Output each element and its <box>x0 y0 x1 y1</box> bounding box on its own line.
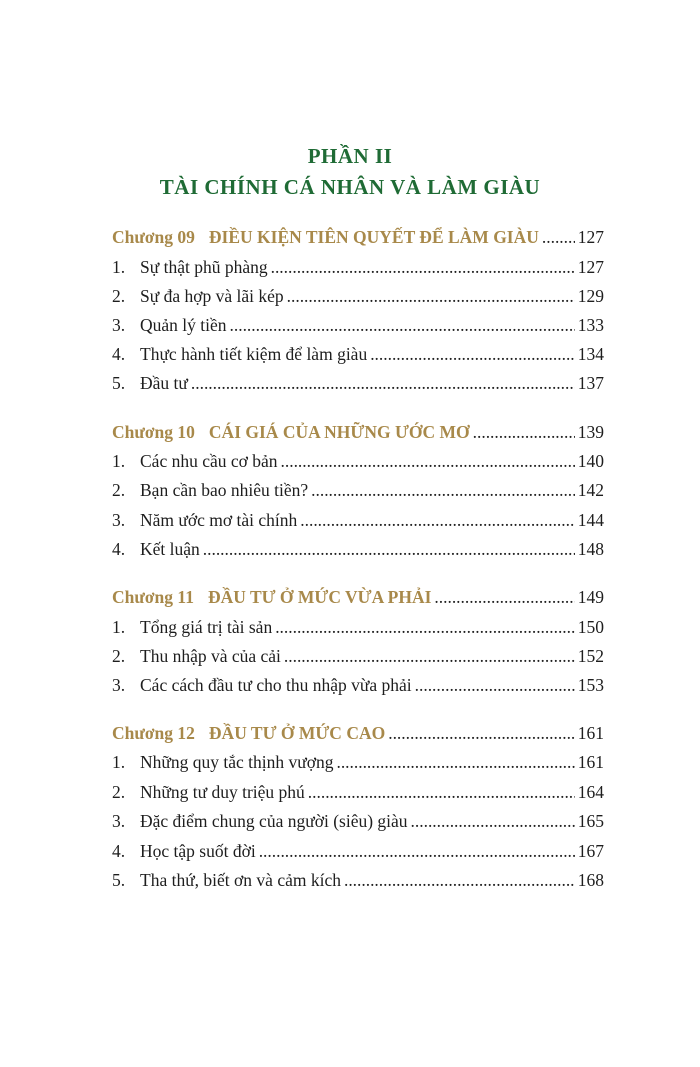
toc-entry[interactable] <box>112 536 604 562</box>
chapter-page-number: 161 <box>577 723 604 743</box>
entry-number: 5. <box>112 373 126 393</box>
chapter-row[interactable] <box>112 419 604 445</box>
chapter-title: CÁI GIÁ CỦA NHỮNG ƯỚC MƠ <box>208 422 470 442</box>
chapter-page-number: 149 <box>577 587 604 607</box>
chapter-label: Chương 09 <box>112 227 195 247</box>
entry-page-number: 153 <box>577 675 604 695</box>
dot-leader <box>308 779 575 805</box>
toc-entry[interactable] <box>112 749 604 775</box>
dot-leader <box>284 643 575 669</box>
chapter-label: Chương 10 <box>112 422 195 442</box>
dot-leader <box>275 614 575 640</box>
chapter-row[interactable] <box>112 584 604 610</box>
dot-leader <box>344 867 575 893</box>
chapter-title: ĐIỀU KIỆN TIÊN QUYẾT ĐỂ LÀM GIÀU <box>208 227 539 247</box>
entry-title: Kết luận <box>140 539 200 559</box>
entry-number: 3. <box>112 315 126 335</box>
dot-leader <box>311 477 575 503</box>
entry-number: 2. <box>112 782 126 802</box>
entry-title: Sự đa hợp và lãi kép <box>140 286 284 306</box>
dot-leader <box>473 419 575 445</box>
chapter-row[interactable] <box>112 224 604 250</box>
entry-title: Những tư duy triệu phú <box>140 782 305 802</box>
entry-number: 1. <box>112 617 126 637</box>
entry-number: 1. <box>112 451 126 471</box>
toc-entry[interactable] <box>112 312 604 338</box>
dot-leader <box>542 224 575 250</box>
entry-title: Thực hành tiết kiệm để làm giàu <box>140 344 368 364</box>
toc-entry[interactable] <box>112 507 604 533</box>
entry-page-number: 152 <box>577 646 604 666</box>
entry-number: 1. <box>112 257 126 277</box>
entry-page-number: 127 <box>577 257 604 277</box>
part-number: PHẦN II <box>307 144 393 168</box>
part-heading: TÀI CHÍNH CÁ NHÂN VÀ LÀM GIÀU <box>159 175 541 199</box>
entry-number: 4. <box>112 344 126 364</box>
entry-title: Đầu tư <box>140 373 188 393</box>
entry-number: 2. <box>112 480 126 500</box>
dot-leader <box>300 507 574 533</box>
entry-title: Các nhu cầu cơ bản <box>140 451 278 471</box>
dot-leader <box>434 584 574 610</box>
dot-leader <box>336 749 574 775</box>
toc-entry[interactable] <box>112 448 604 474</box>
dot-leader <box>259 838 575 864</box>
chapter-title: ĐẦU TƯ Ở MỨC CAO <box>208 723 386 743</box>
dot-leader <box>230 312 575 338</box>
entry-title: Tổng giá trị tài sản <box>140 617 273 637</box>
entry-title: Các cách đầu tư cho thu nhập vừa phải <box>140 675 412 695</box>
entry-number: 2. <box>112 646 126 666</box>
entry-page-number: 134 <box>577 344 604 364</box>
toc-entry[interactable] <box>112 838 604 864</box>
entry-page-number: 148 <box>577 539 604 559</box>
toc-entry[interactable] <box>112 643 604 669</box>
dot-leader <box>287 283 575 309</box>
entry-page-number: 137 <box>577 373 604 393</box>
entry-page-number: 144 <box>577 510 604 530</box>
entry-number: 3. <box>112 510 126 530</box>
entry-page-number: 168 <box>577 870 604 890</box>
entry-page-number: 133 <box>577 315 604 335</box>
entry-title: Năm ước mơ tài chính <box>140 510 298 530</box>
entry-page-number: 150 <box>577 617 604 637</box>
toc-entry[interactable] <box>112 254 604 280</box>
entry-number: 2. <box>112 286 126 306</box>
entry-page-number: 165 <box>577 811 604 831</box>
entry-title: Tha thứ, biết ơn và cảm kích <box>140 870 341 890</box>
toc-entry[interactable] <box>112 283 604 309</box>
dot-leader <box>411 808 575 834</box>
dot-leader <box>388 720 575 746</box>
chapter-label: Chương 12 <box>112 723 195 743</box>
toc-entry[interactable] <box>112 477 604 503</box>
toc-entry[interactable] <box>112 341 604 367</box>
entry-title: Đặc điểm chung của người (siêu) giàu <box>140 811 408 831</box>
entry-page-number: 140 <box>577 451 604 471</box>
dot-leader <box>415 672 575 698</box>
dot-leader <box>271 254 575 280</box>
entry-number: 3. <box>112 675 126 695</box>
dot-leader <box>281 448 575 474</box>
toc-entry[interactable] <box>112 779 604 805</box>
entry-number: 3. <box>112 811 126 831</box>
toc-entry[interactable] <box>112 370 604 396</box>
toc-entry[interactable] <box>112 672 604 698</box>
toc-entry[interactable] <box>112 867 604 893</box>
chapter-label: Chương 11 <box>112 587 194 607</box>
dot-leader <box>191 370 575 396</box>
entry-title: Quản lý tiền <box>140 315 227 335</box>
chapter-page-number: 139 <box>577 422 604 442</box>
entry-number: 1. <box>112 752 126 772</box>
entry-title: Sự thật phũ phàng <box>140 257 268 277</box>
entry-number: 4. <box>112 841 126 861</box>
entry-title: Những quy tắc thịnh vượng <box>140 752 334 772</box>
dot-leader <box>203 536 575 562</box>
toc-entry[interactable] <box>112 614 604 640</box>
entry-page-number: 142 <box>577 480 604 500</box>
entry-title: Thu nhập và của cải <box>140 646 281 666</box>
entry-title: Học tập suốt đời <box>140 841 256 861</box>
entry-page-number: 167 <box>577 841 604 861</box>
entry-page-number: 161 <box>577 752 604 772</box>
entry-page-number: 164 <box>577 782 604 802</box>
entry-number: 5. <box>112 870 126 890</box>
entry-title: Bạn cần bao nhiêu tiền? <box>140 480 309 500</box>
toc-entry[interactable] <box>112 808 604 834</box>
entry-page-number: 129 <box>577 286 604 306</box>
chapter-title: ĐẦU TƯ Ở MỨC VỪA PHẢI <box>207 587 432 607</box>
chapter-page-number: 127 <box>577 227 604 247</box>
chapter-row[interactable] <box>112 720 604 746</box>
dot-leader <box>370 341 575 367</box>
entry-number: 4. <box>112 539 126 559</box>
